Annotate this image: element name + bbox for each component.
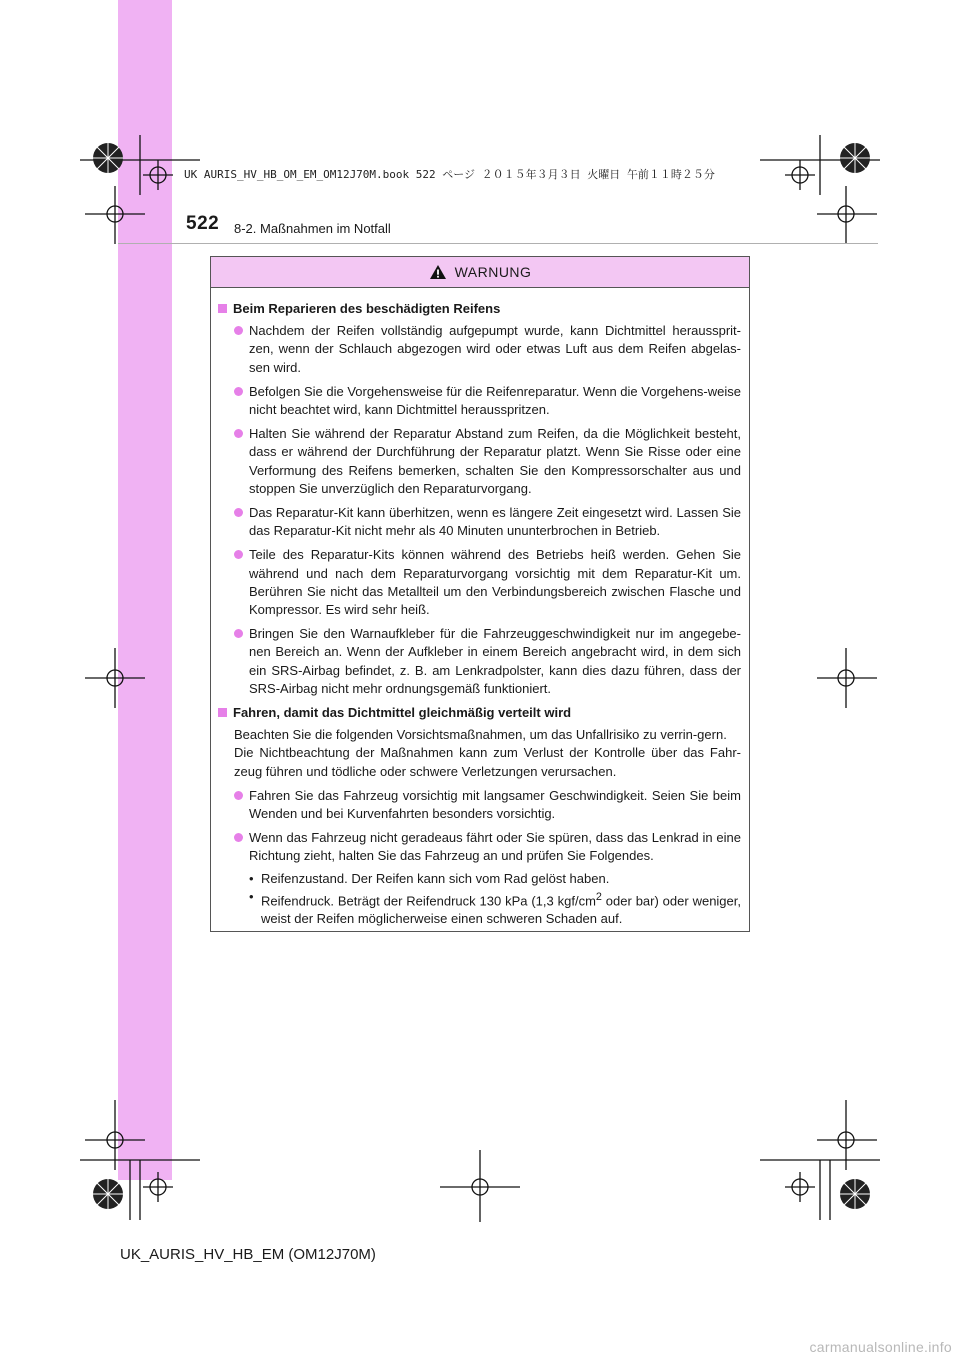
list-item: Wenn das Fahrzeug nicht geradeaus fährt oder Sie spüren, dass das Lenkrad in eine Richtung zieht, halten Sie das Fahrzeug an und prüfen Sie Folgendes.: [217, 829, 741, 865]
square-bullet-icon: [218, 304, 227, 313]
warning-body: [211, 288, 749, 929]
list-item: Befolgen Sie die Vorgehensweise für die Reifenreparatur. Wenn die Vorgehens-weise nicht beachtet wird, kann Dichtmittel herausspritzen.: [217, 383, 741, 419]
round-bullet-icon: [234, 550, 243, 559]
warning-title: WARNUNG: [454, 264, 532, 280]
round-bullet-icon: [234, 326, 243, 335]
page-number: 522: [186, 213, 220, 234]
round-bullet-icon: [234, 791, 243, 800]
warning-triangle-icon: [429, 264, 447, 280]
warning-box: [210, 256, 750, 932]
section-heading: Fahren, damit das Dichtmittel gleichmäßig verteilt wird: [217, 704, 741, 722]
list-item: Das Reparatur-Kit kann überhitzen, wenn es längere Zeit eingesetzt wird. Lassen Sie das Reparatur-Kit nicht mehr als 40 Minuten ununterbrochen in Betrieb.: [217, 504, 741, 540]
round-bullet-icon: [234, 833, 243, 842]
sub-list-item: • Reifendruck. Beträgt der Reifendruck 130 kPa (1,3 kgf/$cm^2$ oder bar) oder weniger, weist der Reifen möglicherweise einen schweren Schaden auf.: [249, 888, 741, 927]
header-rule: [118, 243, 878, 244]
section-title: 8-2. Maßnahmen im Notfall: [234, 221, 391, 236]
round-bullet-icon: [234, 629, 243, 638]
intro-paragraph: Die Nichtbeachtung der Maßnahmen kann zum Verlust der Kontrolle über das Fahr-zeug führen und tödliche oder schwere Verletzungen verursachen.: [234, 745, 741, 779]
list-item: Fahren Sie das Fahrzeug vorsichtig mit langsamer Geschwindigkeit. Seien Sie beim Wenden und bei Kurvenfahrten besonders vorsichtig.: [217, 787, 741, 823]
list-item: Nachdem der Reifen vollständig aufgepumpt wurde, kann Dichtmittel heraussprit-zen, wenn der Schlauch abgezogen wird oder etwas Luft aus dem Reifen abgelas-sen wird.: [217, 322, 741, 377]
sub-list-item: • Reifenzustand. Der Reifen kann sich vom Rad gelöst haben.: [249, 870, 610, 886]
print-stamp: UK AURIS_HV_HB_OM_EM_OM12J70M.book 522 ページ ２０１５年３月３日 火曜日 午前１１時２５分: [184, 168, 715, 181]
round-bullet-icon: [234, 508, 243, 517]
manual-code: UK_AURIS_HV_HB_EM (OM12J70M): [120, 1246, 376, 1263]
section-heading: Beim Reparieren des beschädigten Reifens: [217, 300, 741, 318]
square-bullet-icon: [218, 708, 227, 717]
round-bullet-icon: [234, 387, 243, 396]
side-color-band: [118, 0, 172, 1180]
list-item: Teile des Reparatur-Kits können während des Betriebs heiß werden. Gehen Sie während und nach dem Reparaturvorgang vorsichtig mit dem Reparatur-Kit um. Berühren Sie nicht das Metallteil um den Verbindungsbereich zwischen Flasche und Kompressor. Es wird sehr heiß.: [217, 546, 741, 619]
list-item: Halten Sie während der Reparatur Abstand zum Reifen, da die Möglichkeit besteht, dass er während der Durchführung der Reparatur platzt. Wenn Sie Risse oder eine Verformung des Reifens bemerken, schalten Sie den Kompressorschalter aus und stoppen Sie unverzüglich den Reparaturvorgang.: [217, 425, 741, 498]
list-item: Bringen Sie den Warnaufkleber für die Fahrzeuggeschwindigkeit nur im angegebe-nen Bereich an. Wenn der Aufkleber in einem Bereich angebracht wird, in dem sich ein SRS-Airbag befindet, z. B. am Lenkradpolster, kann dies dazu führen, dass der SRS-Airbag nicht mehr ordnungsgemäß funktioniert.: [217, 625, 741, 698]
intro-paragraph: Beachten Sie die folgenden Vorsichtsmaßnahmen, um das Unfallrisiko zu verrin-gern.: [234, 727, 727, 743]
warning-header: [211, 257, 749, 288]
watermark: carmanualsonline.info: [809, 1339, 952, 1355]
round-bullet-icon: [234, 429, 243, 438]
